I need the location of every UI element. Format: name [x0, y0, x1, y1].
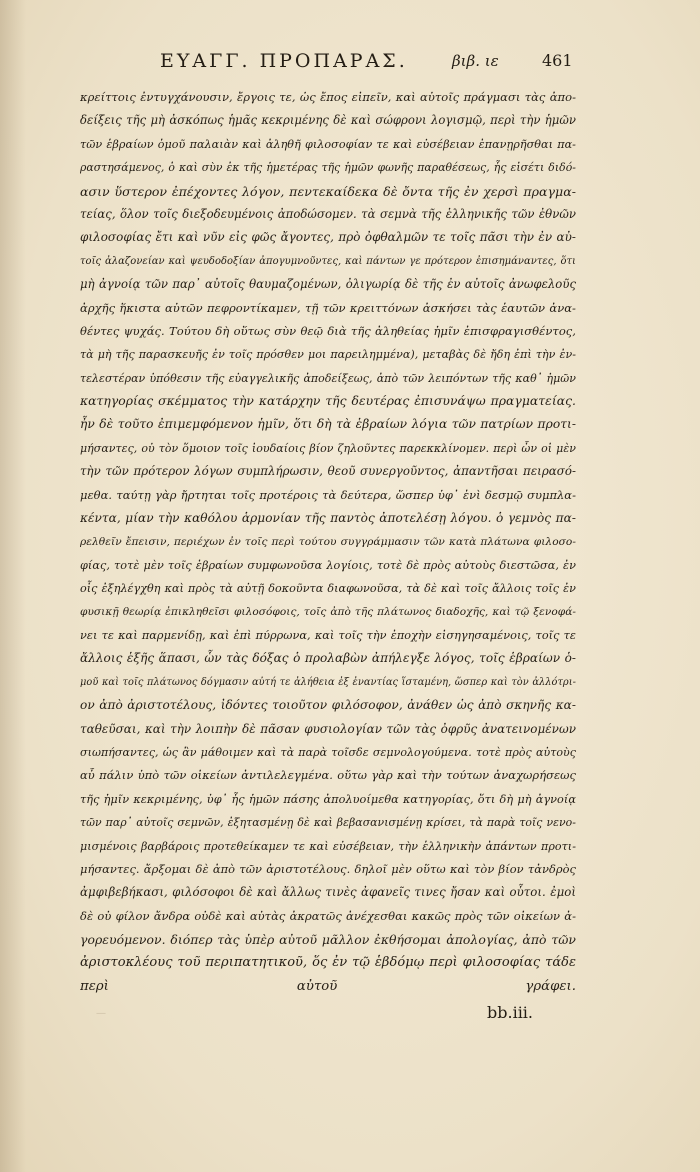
text-line: τοῖς ἀλαζονείαν καὶ ψευδοδοξίαν ἀπογυμνοῦντες, καὶ πάντων γε πρότερον ἐπισημάναντες, ὅτι — [80, 255, 576, 267]
text-line: μισμένοις βαρβάροις προτεθείκαμεν τε καὶ εὐσέβειαν, τὴν ἑλληνικὴν ἀπάντων προτι- — [80, 839, 576, 853]
text-line: τελεστέραν ὑπόθεσιν τῆς εὐαγγελικῆς ἀποδείξεως, ἀπὸ τῶν λειπόντων τῆς καθ᾽ ἡμῶν — [80, 371, 576, 385]
text-line: δὲ οὐ φίλον ἄνδρα οὐδὲ καὶ αὐτὰς ἀκρατῶς ἀνέχεσθαι κακῶς πρὸς τῶν οἰκείων ἀ- — [80, 908, 576, 923]
text-line: ασιν ὕστερον ἐπέχοντες λόγον, πεντεκαίδεκα δὲ ὄντα τῆς ἐν χερσὶ πραγμα- — [80, 183, 576, 199]
text-line: τὰ μὴ τῆς παρασκευῆς ἐν τοῖς πρόσθεν μοι παρειλημμένα), μεταβὰς δὲ ἤδη ἐπὶ τὴν ἐν- — [80, 348, 576, 362]
text-line: περὶ αὐτοῦ γράφει. — [80, 978, 576, 994]
text-line: οἷς ἐξηλέγχθη καὶ πρὸς τὰ αὐτῇ δοκοῦντα διαφωνοῦσα, τὰ δὲ καὶ τοῖς ἄλλοις τοῖς ἐν — [80, 582, 576, 596]
text-line: τῆς ἡμῖν κεκριμένης, ὑφ᾽ ἧς ἡμῶν πάσης ἀπολυοίμεθα κατηγορίας, ὅτι δὴ μὴ ἀγνοίᾳ — [80, 792, 576, 806]
text-line: ρελθεῖν ἔπεισιν, περιέχων ἐν τοῖς περὶ τούτου συγγράμμασιν τῶν κατὰ πλάτωνα φιλοσο- — [80, 535, 576, 549]
text-line: τείας, ὅλον τοῖς διεξοδευμένοις ἀποδώσομεν. τὰ σεμνὰ τῆς ἑλληνικῆς τῶν ἐθνῶν — [80, 206, 576, 221]
text-line: ἄλλοις ἑξῆς ἅπασι, ὧν τὰς δόξας ὁ προλαβὼν ἀπήλεγξε λόγος, τοῖς ἑβραίων ὁ- — [80, 651, 576, 666]
text-line: τὴν τῶν πρότερον λόγων συμπλήρωσιν, θεοῦ συνεργοῦντος, ἀπαντῆσαι πειρασό- — [80, 464, 576, 479]
text-line: σιωπήσαντες, ὡς ἂν μάθοιμεν καὶ τὰ παρὰ τοῖσδε σεμνολογούμενα. τοτὲ πρὸς αὐτοὺς — [80, 745, 576, 759]
text-line: κέντα, μίαν τὴν καθόλου ἁρμονίαν τῆς παντὸς ἀποτελέσῃ λόγου. ὁ γεμνὸς πα- — [80, 511, 576, 526]
text-line: δείξεις τῆς μὴ ἀσκόπως ἡμᾶς κεκριμένης δὲ καὶ σώφρονι λογισμῷ, περὶ τὴν ἡμῶν — [80, 113, 576, 128]
page-number: 461 — [542, 51, 573, 70]
text-line: φιλοσοφίας ἔτι καὶ νῦν εἰς φῶς ἄγοντες, πρὸ ὀφθαλμῶν τε τοῖς πᾶσι τὴν ἐν αὐ- — [80, 230, 576, 245]
text-line: φυσικῇ θεωρίᾳ ἐπικληθεῖσι φιλοσόφοις, τοῖς ἀπὸ τῆς πλάτωνος διαδοχῆς, καὶ τῷ ξενοφά- — [80, 605, 576, 618]
text-line: ἀριστοκλέους τοῦ περιπατητικοῦ, ὅς ἐν τῷ ἑβδόμῳ περὶ φιλοσοφίας τάδε — [80, 955, 576, 971]
page-header — [152, 50, 582, 76]
text-line: κρείττοις ἐντυγχάνουσιν, ἔργοις τε, ὡς ἔπος εἰπεῖν, καὶ αὐτοῖς πράγμασι τὰς ἀπο- — [80, 90, 576, 104]
text-line: ον ἀπὸ ἀριστοτέλους, ἰδόντες τοιοῦτον φιλόσοφον, ἀνάθεν ὡς ἀπὸ σκηνῆς κα- — [80, 698, 576, 713]
signature-mark: bb.iii. — [487, 1003, 534, 1022]
text-line: τῶν παρ᾽ αὐτοῖς σεμνῶν, ἐξητασμένῃ δὲ καὶ βεβασανισμένῃ κρίσει, τὰ παρὰ τοῖς νενο- — [80, 816, 576, 830]
text-line: τῶν ἑβραίων ὁμοῦ παλαιὰν καὶ ἀληθῆ φιλοσοφίαν τε καὶ εὐσέβειαν ἐπανῃρῆσθαι πα- — [80, 137, 576, 151]
text-line: αὖ πάλιν ὑπὸ τῶν οἰκείων ἀντιλελεγμένα. οὕτω γὰρ καὶ τὴν τούτων ἀναχωρήσεως — [80, 768, 576, 783]
book-reference: βιβ. ιε — [452, 52, 499, 70]
text-line: ἀμφιβεβήκασι, φιλόσοφοι δὲ καὶ ἄλλως τινὲς ἀφανεῖς τινες ἤσαν καὶ οὗτοι. ἐμοὶ — [80, 885, 576, 900]
text-line: ἦν δὲ τοῦτο ἐπιμεμφόμενον ἡμῖν, ὅτι δὴ τὰ ἑβραίων λόγια τῶν πατρίων προτι- — [80, 417, 576, 432]
pencil-mark: — — [96, 1008, 106, 1019]
text-line: ραστησάμενος, ὁ καὶ σὺν ἐκ τῆς ἡμετέρας τῆς ἡμῶν φωνῆς παραθέσεως, ἧς εἰσέτι διδό- — [80, 161, 576, 175]
text-line: μήσαντες, οὐ τὸν ὅμοιον τοῖς ἰουδαίοις βίον ζηλοῦντες παρεκκλίνομεν. περὶ ὧν οἱ μὲν — [80, 441, 576, 455]
text-line: φίας, τοτὲ μὲν τοῖς ἑβραίων συμφωνοῦσα λογίοις, τοτὲ δὲ πρὸς αὐτοὺς διεστῶσα, ἐν — [80, 558, 576, 572]
text-line: μὴ ἀγνοίᾳ τῶν παρ᾽ αὐτοῖς θαυμαζομένων, ὀλιγωρίᾳ δὲ τῆς ἐν αὐτοῖς ἀνωφελοῦς — [80, 277, 576, 292]
text-line: θέντες ψυχάς. Τούτου δὴ οὕτως σὺν θεῷ διὰ τῆς ἀληθείας ἡμῖν ἐπισφραγισθέντος, — [80, 323, 576, 338]
text-line: κατηγορίας σκέμματος τὴν κατάρχην τῆς δευτέρας ἐπισυνάψω πραγματείας. — [80, 394, 576, 409]
text-line: μοῦ καὶ τοῖς πλάτωνος δόγμασιν αὐτή τε ἀλήθεια ἐξ ἐναντίας ἵσταμένη, ὥσπερ καὶ τὸν ἀλλότρι- — [80, 676, 576, 688]
text-line: μεθα. ταύτῃ γὰρ ἤρτηται τοῖς προτέροις τὰ δεύτερα, ὥσπερ ὑφ᾽ ἑνὶ δεσμῷ συμπλα- — [80, 487, 576, 502]
text-line: ἀρχῆς ἥκιστα αὐτῶν πεφροντίκαμεν, τῇ τῶν κρειττόνων ἀσκήσει τὰς ἑαυτῶν ἀνα- — [80, 300, 576, 315]
text-line: ταθεῦσαι, καὶ τὴν λοιπὴν δὲ πᾶσαν φυσιολογίαν τῶν τὰς ὀφρῦς ἀνατεινομένων — [80, 721, 576, 736]
body-text — [80, 86, 576, 998]
text-line: μήσαντες. ἄρξομαι δὲ ἀπὸ τῶν ἀριστοτέλους. δηλοῖ μὲν οὕτω καὶ τὸν βίον τἀνδρὸς — [80, 861, 576, 876]
running-head: ΕΥΑΓΓ. ΠΡΟΠΑΡΑΣ. — [160, 50, 408, 72]
binding-shadow — [0, 0, 26, 1172]
text-line: νει τε καὶ παρμενίδῃ, καὶ ἐπὶ πύρρωνα, καὶ τοῖς τὴν ἐποχὴν εἰσηγησαμένοις, τοῖς τε — [80, 628, 576, 642]
text-line: γορευόμενον. διόπερ τὰς ὑπὲρ αὐτοῦ μᾶλλον ἐκθήσομαι ἀπολογίας, ἀπὸ τῶν — [80, 932, 576, 948]
